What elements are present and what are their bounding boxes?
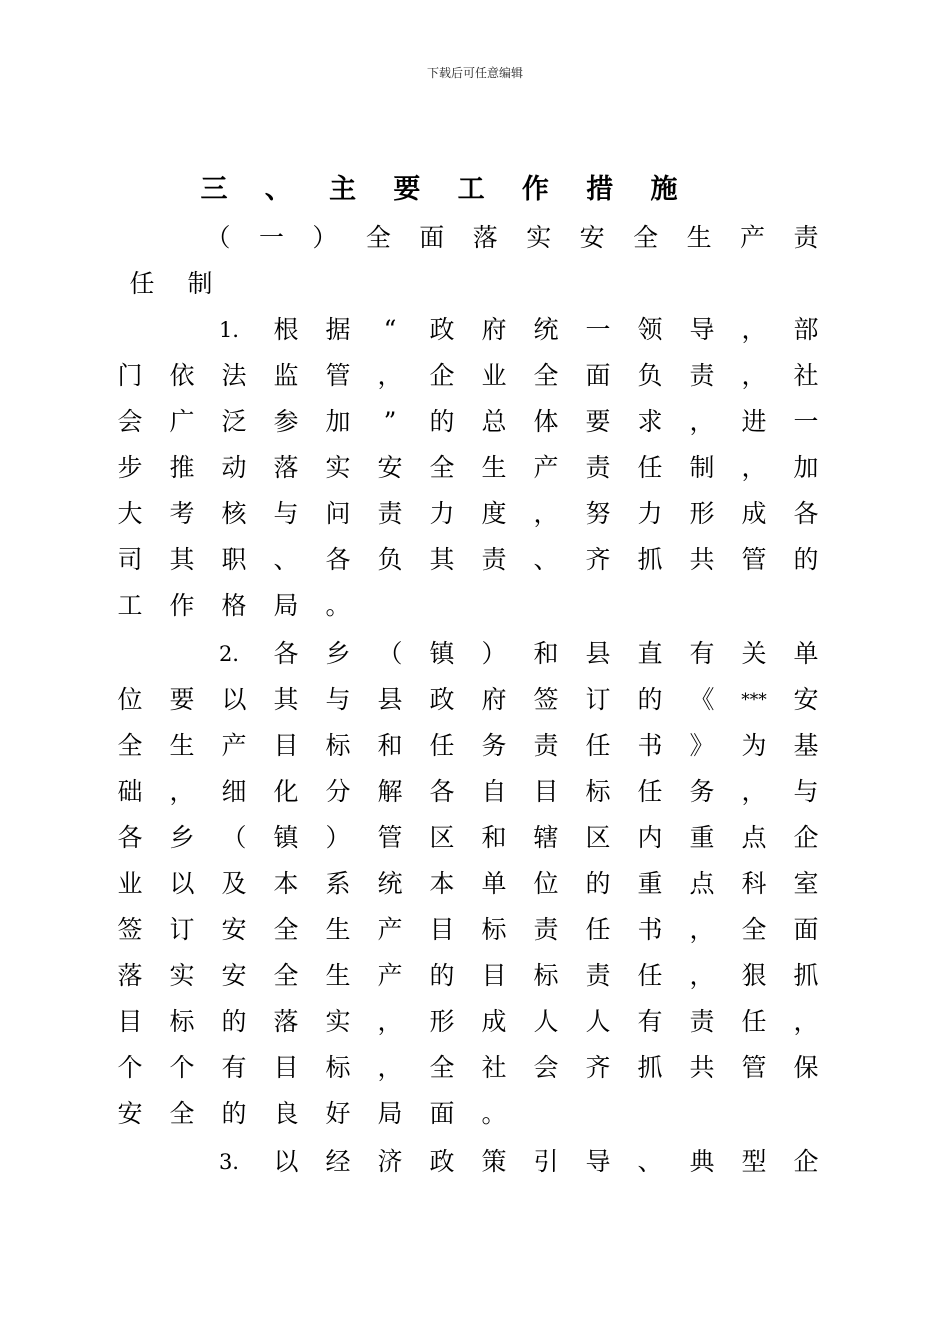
char: 生 [325,915,351,944]
char: 司 [117,545,143,574]
char: 和 [481,823,507,852]
char: 要 [393,174,421,205]
char: 基 [793,731,819,760]
char: 实 [526,223,552,252]
char: 制 [689,453,715,482]
char: 面 [419,223,445,252]
char: 会 [117,407,143,436]
char: 以 [273,1147,299,1176]
section-heading [130,170,806,210]
char: ， [377,361,403,390]
page-header-note: 下载后可任意编辑 [426,66,523,80]
char: 局 [273,591,299,620]
char: 面 [429,1099,455,1128]
char: 制 [187,269,213,298]
char: 管 [741,1053,767,1082]
char: 推 [169,453,195,482]
char: ” [383,407,397,436]
char: 负 [377,545,403,574]
char: 其 [169,545,195,574]
char: ， [741,453,767,482]
char: 抓 [637,1053,663,1082]
char: 任 [585,915,611,944]
char: 良 [273,1099,299,1128]
char: *** [741,690,767,710]
char: 问 [325,499,351,528]
char: 签 [533,685,559,714]
char: 责 [533,915,559,944]
char: 要 [585,407,611,436]
char: 共 [689,1053,715,1082]
char: 的 [221,1099,247,1128]
p2-l1 [130,634,819,674]
char: 一 [258,223,284,252]
char: 导 [689,315,715,344]
char: 实 [325,1007,351,1036]
char: 导 [585,1147,611,1176]
char: 》 [689,731,715,760]
char: 签 [117,915,143,944]
char: ， [533,499,559,528]
char: 施 [650,174,678,205]
char: 全 [117,731,143,760]
char: 府 [481,685,507,714]
char: 加 [793,453,819,482]
char: 全 [365,223,391,252]
char: 三 [200,174,228,205]
char: 主 [329,174,357,205]
char: 好 [325,1099,351,1128]
char: ， [169,777,195,806]
char: 的 [637,685,663,714]
char: 目 [273,731,299,760]
subheading-1 [130,218,819,258]
char: 体 [533,407,559,436]
char: 与 [793,777,819,806]
char: 共 [689,545,715,574]
char: 成 [481,1007,507,1036]
char: 的 [585,869,611,898]
char: 全 [169,1099,195,1128]
char: 其 [273,685,299,714]
char: 力 [429,499,455,528]
char: ， [689,915,715,944]
char: 责 [689,361,715,390]
char: 措 [586,174,614,205]
char: 产 [533,453,559,482]
char: 科 [741,869,767,898]
char: 负 [637,361,663,390]
char: 生 [169,731,195,760]
char: 位 [117,685,143,714]
char: 格 [221,591,247,620]
char: 础 [117,777,143,806]
char: 全 [429,1053,455,1082]
char: 分 [325,777,351,806]
char: 目 [273,1053,299,1082]
char: 的 [429,407,455,436]
p2-l7 [117,910,819,950]
char: 管 [377,823,403,852]
char: 安 [377,453,403,482]
char: 内 [637,823,663,852]
char: 面 [793,915,819,944]
char: 总 [481,407,507,436]
char: 的 [221,1007,247,1036]
char: 安 [793,685,819,714]
char: 标 [169,1007,195,1036]
char: “ [383,315,397,344]
char: 、 [637,1147,663,1176]
char: ， [377,1053,403,1082]
p1-l4 [117,448,819,488]
char: 以 [169,869,195,898]
char: 单 [481,869,507,898]
char: 镇 [273,823,299,852]
char: 、 [533,545,559,574]
char: ， [741,361,767,390]
p1-l6 [117,540,819,580]
char: 齐 [585,1053,611,1082]
char: 及 [221,869,247,898]
char: 形 [689,499,715,528]
char: 任 [429,731,455,760]
char: 度 [481,499,507,528]
char: 本 [429,869,455,898]
char: 社 [793,361,819,390]
char: 企 [429,361,455,390]
char: （ [377,639,403,668]
char: 有 [689,639,715,668]
char: 一 [585,315,611,344]
char: 业 [481,361,507,390]
char: 各 [273,639,299,668]
char: 根 [273,315,299,344]
char: 工 [117,591,143,620]
char: 各 [117,823,143,852]
char: ） [325,823,351,852]
char: 县 [585,639,611,668]
char: 点 [689,869,715,898]
char: 求 [637,407,663,436]
char: 和 [377,731,403,760]
p2-l9 [117,1002,819,1042]
char: 务 [481,731,507,760]
char: 任 [637,777,663,806]
char: 统 [533,315,559,344]
char: 面 [585,361,611,390]
char: 解 [377,777,403,806]
p2-l3 [117,726,819,766]
char: 局 [377,1099,403,1128]
char: 订 [169,915,195,944]
char: 以 [221,685,247,714]
char: 订 [585,685,611,714]
p2-l10 [117,1048,819,1088]
char: 力 [637,499,663,528]
char: 1． [219,318,254,342]
char: 作 [169,591,195,620]
char: 系 [325,869,351,898]
char: 管 [741,545,767,574]
p1-l2 [117,356,819,396]
char: 个 [117,1053,143,1082]
char: 产 [377,915,403,944]
char: 各 [793,499,819,528]
char: 责 [585,961,611,990]
char: 全 [429,453,455,482]
char: 狠 [741,961,767,990]
char: 抓 [637,545,663,574]
char: ） [481,639,507,668]
char: 动 [221,453,247,482]
char: 责 [377,499,403,528]
char: 领 [637,315,663,344]
char: 政 [429,685,455,714]
char: 型 [741,1147,767,1176]
char: 落 [472,223,498,252]
char: 安 [117,1099,143,1128]
char: 企 [793,823,819,852]
char: 社 [481,1053,507,1082]
char: 人 [533,1007,559,1036]
char: ） [312,223,338,252]
p1-l1 [130,310,819,350]
char: 县 [377,685,403,714]
char: 工 [457,174,485,205]
char: 责 [689,1007,715,1036]
char: 参 [273,407,299,436]
char: 务 [689,777,715,806]
char: 依 [169,361,195,390]
char: 典 [689,1147,715,1176]
char: ， [689,407,715,436]
char: 安 [579,223,605,252]
char: 全 [633,223,659,252]
char: 抓 [793,961,819,990]
char: 《 [689,685,715,714]
char: 落 [273,1007,299,1036]
char: 生 [686,223,712,252]
char: 企 [793,1147,819,1176]
char: 责 [481,545,507,574]
char: 其 [429,545,455,574]
char: 、 [273,545,299,574]
char: 统 [377,869,403,898]
char: 任 [585,731,611,760]
char: 标 [585,777,611,806]
char: 2． [219,642,254,666]
char: ， [793,1007,819,1036]
char: 标 [325,731,351,760]
char: 自 [481,777,507,806]
char: 业 [117,869,143,898]
char: 生 [481,453,507,482]
char: 进 [741,407,767,436]
char: 目 [533,777,559,806]
char: （ [221,823,247,852]
char: 产 [221,731,247,760]
char: 会 [533,1053,559,1082]
char: 全 [273,961,299,990]
char: 单 [793,639,819,668]
char: 大 [117,499,143,528]
subheading-2 [130,264,806,304]
char: 实 [325,453,351,482]
char: 引 [533,1147,559,1176]
char: 府 [481,315,507,344]
char: 关 [741,639,767,668]
p2-l5 [117,818,819,858]
char: 任 [637,453,663,482]
char: 目 [429,915,455,944]
char: 责 [793,223,819,252]
char: 化 [273,777,299,806]
char: 的 [793,545,819,574]
p1-l7 [117,586,806,626]
char: 乡 [169,823,195,852]
char: 泛 [221,407,247,436]
char: 策 [481,1147,507,1176]
char: 书 [637,731,663,760]
char: 形 [429,1007,455,1036]
char: 加 [325,407,351,436]
char: 。 [325,591,351,620]
char: 的 [429,961,455,990]
char: 个 [169,1053,195,1082]
char: 齐 [585,545,611,574]
char: 、 [264,174,292,205]
p1-l3 [117,402,819,442]
char: 广 [169,407,195,436]
char: 安 [221,915,247,944]
char: 门 [117,361,143,390]
char: 与 [325,685,351,714]
char: 各 [325,545,351,574]
char: 责 [585,453,611,482]
char: 区 [585,823,611,852]
char: 本 [273,869,299,898]
char: 实 [169,961,195,990]
char: 室 [793,869,819,898]
char: 为 [741,731,767,760]
p1-l5 [117,494,819,534]
char: 乡 [325,639,351,668]
char: 安 [221,961,247,990]
char: 镇 [429,639,455,668]
char: 职 [221,545,247,574]
char: 济 [377,1147,403,1176]
char: 监 [273,361,299,390]
char: 努 [585,499,611,528]
char: 书 [637,915,663,944]
char: 重 [637,869,663,898]
char: 政 [429,1147,455,1176]
char: 全 [533,361,559,390]
char: ， [689,961,715,990]
char: 经 [325,1147,351,1176]
char: 一 [793,407,819,436]
char: 辖 [533,823,559,852]
char: 各 [429,777,455,806]
char: 作 [521,174,549,205]
char: 重 [689,823,715,852]
char: 法 [221,361,247,390]
char: ， [377,1007,403,1036]
p2-l11 [117,1094,806,1134]
char: 标 [325,1053,351,1082]
char: 政 [429,315,455,344]
char: 。 [481,1099,507,1128]
char: 目 [117,1007,143,1036]
char: 产 [740,223,766,252]
char: 步 [117,453,143,482]
char: 部 [793,315,819,344]
char: ， [741,315,767,344]
char: （ [205,223,231,252]
char: 细 [221,777,247,806]
char: 3． [219,1150,254,1174]
char: 落 [273,453,299,482]
char: 落 [117,961,143,990]
char: 责 [533,731,559,760]
char: 管 [325,361,351,390]
char: 有 [637,1007,663,1036]
char: 标 [533,961,559,990]
p2-l2 [117,680,819,720]
char: 有 [221,1053,247,1082]
char: 核 [221,499,247,528]
char: 考 [169,499,195,528]
char: 任 [741,1007,767,1036]
char: 任 [129,269,155,298]
char: 据 [325,315,351,344]
p2-l6 [117,864,819,904]
p2-l4 [117,772,819,812]
p2-l8 [117,956,819,996]
char: ， [741,777,767,806]
char: 位 [533,869,559,898]
char: 点 [741,823,767,852]
char: 与 [273,499,299,528]
char: 目 [481,961,507,990]
char: 人 [585,1007,611,1036]
char: 全 [741,915,767,944]
char: 成 [741,499,767,528]
char: 直 [637,639,663,668]
char: 标 [481,915,507,944]
char: 产 [377,961,403,990]
char: 和 [533,639,559,668]
p3-l1 [130,1142,819,1182]
char: 保 [793,1053,819,1082]
char: 生 [325,961,351,990]
char: 任 [637,961,663,990]
char: 要 [169,685,195,714]
char: 全 [273,915,299,944]
char: 区 [429,823,455,852]
